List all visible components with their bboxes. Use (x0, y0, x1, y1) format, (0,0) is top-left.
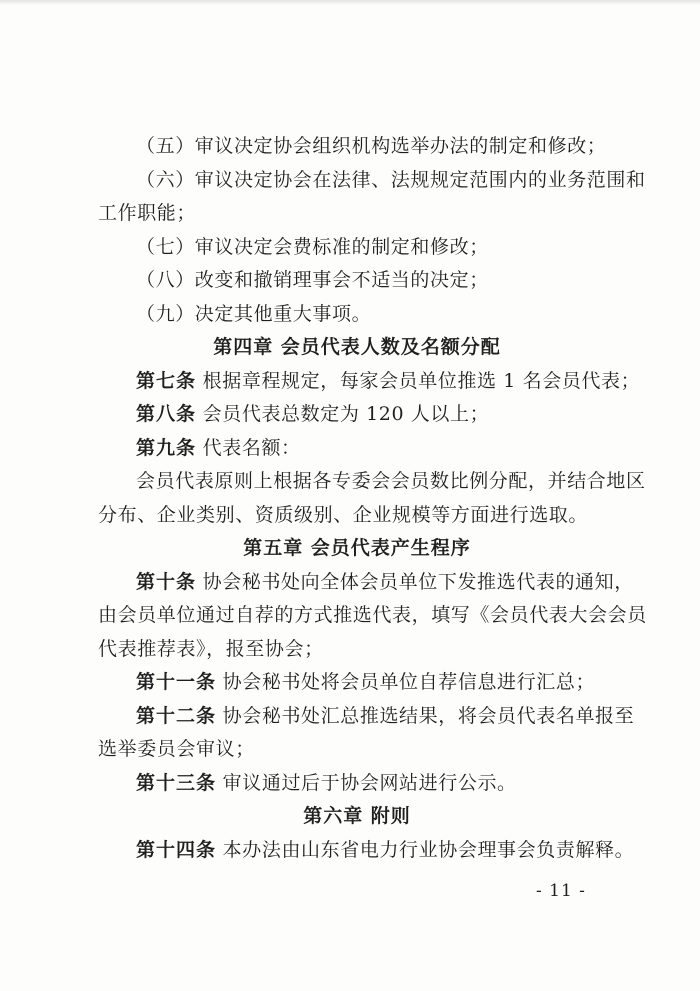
quota-line-1: 会员代表原则上根据各专委会会员数比例分配，并结合地区 (136, 470, 646, 492)
item-5: （五）审议决定协会组织机构选举办法的制定和修改； (136, 135, 607, 157)
article-14-text: 本办法由山东省电力行业协会理事会负责解释。 (222, 838, 635, 861)
article-9-text: 代表名额： (202, 436, 301, 459)
item-6-line-1: （六）审议决定协会在法律、法规规定范围内的业务范围和 (136, 168, 646, 191)
item-6-line-2: 工作职能； (98, 202, 197, 224)
article-10-line-1 (98, 566, 634, 600)
article-11 (98, 666, 616, 700)
article-11-label: 第十一条 (136, 671, 217, 693)
article-10-line-2: 由会员单位通过自荐的方式推选代表，填写《会员代表大会会员 (98, 604, 647, 626)
article-7 (98, 365, 641, 399)
item-7: （七）审议决定会费标准的制定和修改； (136, 235, 489, 258)
article-8 (98, 398, 616, 432)
scan-edge (0, 0, 700, 5)
chapter-5-heading: 第五章 会员代表产生程序 (243, 537, 471, 559)
article-10-text-1: 协会秘书处向全体会员单位下发推选代表的通知， (202, 570, 634, 593)
chapter-4-heading: 第四章 会员代表人数及名额分配 (213, 336, 501, 358)
article-9 (98, 432, 616, 466)
item-9: （九）决定其他重大事项。 (136, 302, 372, 325)
article-14-label: 第十四条 (136, 838, 217, 861)
article-13 (98, 767, 616, 801)
article-12-label: 第十二条 (136, 704, 217, 727)
article-12-text-1: 协会秘书处汇总推选结果，将会员代表名单报至 (222, 704, 635, 727)
page-number: - 11 - (536, 881, 586, 901)
item-8: （八）改变和撤销理事会不适当的决定； (136, 269, 489, 291)
article-14 (98, 834, 635, 868)
article-7-text: 根据章程规定，每家会员单位推选 1 名会员代表； (202, 369, 641, 392)
article-8-text: 会员代表总数定为 120 人以上； (202, 403, 490, 425)
article-7-label: 第七条 (136, 369, 197, 392)
article-13-label: 第十三条 (136, 771, 217, 794)
document-body (98, 130, 647, 867)
article-9-label: 第九条 (136, 436, 197, 459)
article-13-text: 审议通过后于协会网站进行公示。 (222, 771, 517, 794)
quota-line-2: 分布、企业类别、资质级别、企业规模等方面进行选取。 (98, 503, 589, 526)
article-10-label: 第十条 (136, 570, 197, 593)
article-8-label: 第八条 (136, 403, 197, 425)
article-10-line-3: 代表推荐表》，报至协会； (98, 637, 324, 660)
article-12-line-2: 选举委员会审议； (98, 738, 255, 760)
article-11-text: 协会秘书处将会员单位自荐信息进行汇总； (222, 671, 596, 693)
chapter-6-heading: 第六章 附则 (303, 805, 411, 827)
article-12-line-1 (98, 700, 635, 734)
